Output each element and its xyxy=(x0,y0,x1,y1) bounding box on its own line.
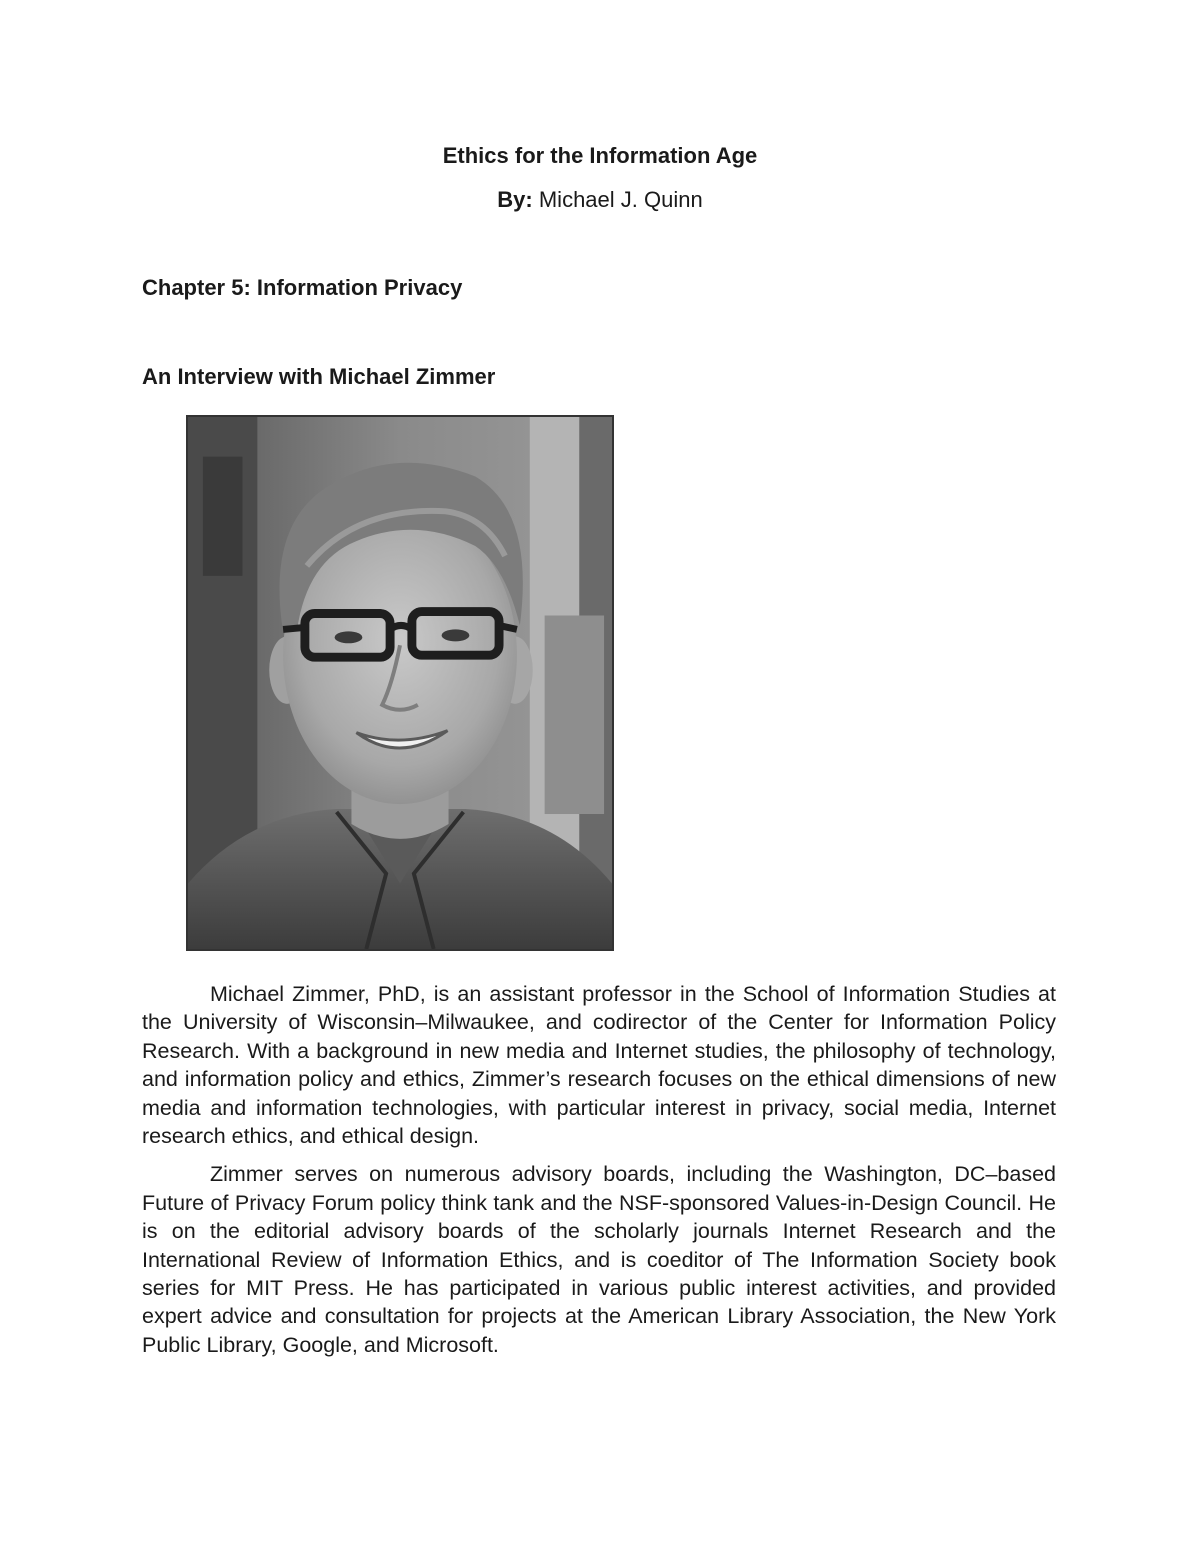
biography-text xyxy=(142,980,1056,1369)
chapter-title: Chapter 5: Information Privacy xyxy=(142,275,463,300)
by-label: By: xyxy=(497,187,533,212)
author-portrait-photo xyxy=(186,415,614,951)
byline xyxy=(0,187,1200,213)
biography-paragraph: Michael Zimmer, PhD, is an assistant professor in the School of Information Studies at the University of Wisconsin–Milwaukee, and codirector of the Center for Information Policy Research. With a background in new media and Internet studies, the philosophy of technology, and information policy and ethics, Zimmer’s research focuses on the ethical dimensions of new media and information technologies, with particular interest in privacy, social media, Internet research ethics, and ethical design. xyxy=(142,982,1056,1149)
portrait-illustration xyxy=(188,417,612,949)
section-title: An Interview with Michael Zimmer xyxy=(142,364,496,389)
book-title: Ethics for the Information Age xyxy=(442,143,758,168)
author-name: Michael J. Quinn xyxy=(538,187,703,212)
biography-paragraph: Zimmer serves on numerous advisory boards, including the Washington, DC–based Future of Privacy Forum policy think tank and the NSF-sponsored Values-in-Design Council. He is on the editorial advisory boards of the scholarly journals Internet Research and the International Review of Information Ethics, and is coeditor of The Information Society book series for MIT Press. He has participated in various public interest activities, and provided expert advice and consultation for projects at the American Library Association, the New York Public Library, Google, and Microsoft. xyxy=(142,1162,1056,1357)
